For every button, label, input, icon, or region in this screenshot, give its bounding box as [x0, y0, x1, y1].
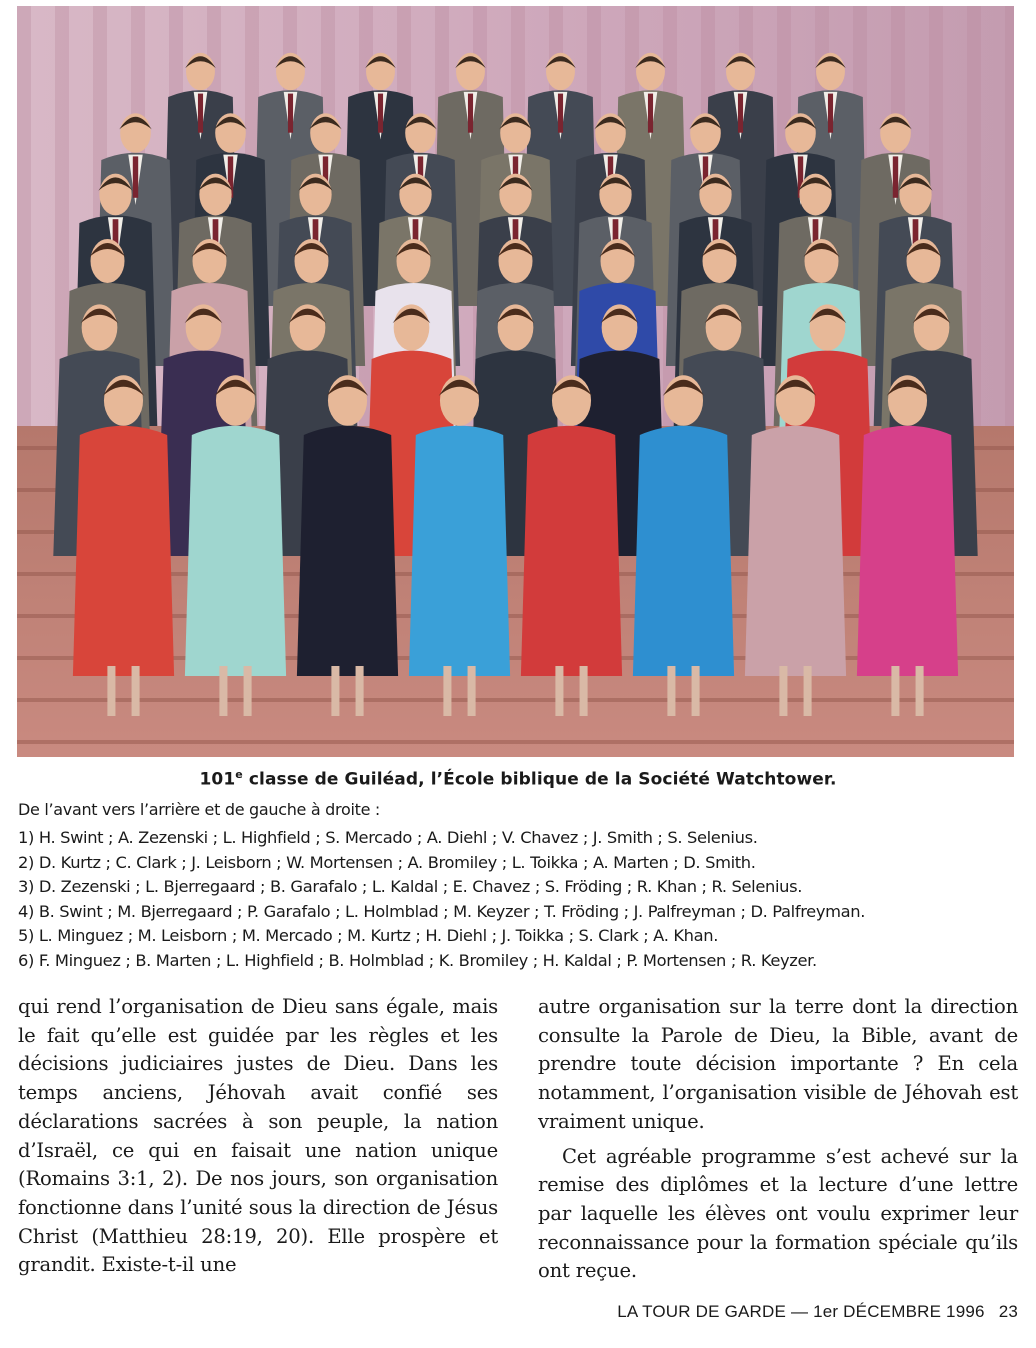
page-footer: [617, 1302, 1018, 1322]
article-paragraph: qui rend l’organisation de Dieu sans égale, mais le fait qu’elle est guidée par les règles et les décisions judiciaires justes de Dieu. Dans les temps anciens, Jéhovah avait confié ses déclarations sacrées à son peuple, la nation d’Israël, ce qui en faisait une nation unique (Romains 3:1, 2). De nos jours, son organisation fonctionne dans l’unité sous la direction de Jésus Christ (Matthieu 28:19, 20). Elle prospère et grandit. Existe-t-il une: [18, 995, 498, 1277]
publication-line: LA TOUR DE GARDE — 1er DÉCEMBRE 1996: [617, 1302, 985, 1321]
group-photo-illustration: [17, 6, 1014, 757]
article-paragraph: autre organisation sur la terre dont la direction consulte la Parole de Dieu, la Bible, avant de prendre toute décision importante ? En cela notamment, l’organisation visible de Jéhovah est vraiment unique.: [538, 995, 1018, 1133]
article-column-left: [18, 993, 498, 1280]
name-row-5: 5) L. Minguez ; M. Leisborn ; M. Mercado ; M. Kurtz ; H. Diehl ; J. Toikka ; S. Clark ; A. Khan.: [18, 926, 719, 946]
photo-caption-title: 101e classe de Guiléad, l’École biblique de la Société Watchtower.: [199, 768, 837, 790]
name-rows: [18, 826, 1018, 974]
name-row-1: 1) H. Swint ; A. Zezenski ; L. Highfield ; S. Mercado ; A. Diehl ; V. Chavez ; J. Smith ; S. Selenius.: [18, 828, 758, 847]
name-row-6: 6) F. Minguez ; B. Marten ; L. Highfield ; B. Holmblad ; K. Bromiley ; H. Kaldal ; P. Mortensen ; R. Keyzer.: [18, 950, 817, 970]
photo-caption-intro: De l’avant vers l’arrière et de gauche à droite :: [18, 800, 380, 819]
name-row-4: 4) B. Swint ; M. Bjerregaard ; P. Garafalo ; L. Holmblad ; M. Keyzer ; T. Fröding ; J. Palfreyman ; D. Palfreyman.: [18, 901, 866, 921]
name-row-3: 3) D. Zezenski ; L. Bjerregaard ; B. Garafalo ; L. Kaldal ; E. Chavez ; S. Fröding ; R. Khan ; R. Selenius.: [18, 877, 803, 897]
article-paragraph: Cet agréable programme s’est achevé sur la remise des diplômes et la lecture d’une lettre par laquelle les élèves ont voulu exprimer leur reconnaissance pour la formation spéciale qu’ils ont reçue.: [538, 1144, 1018, 1283]
article-column-right: [538, 993, 1018, 1286]
page-number: 23: [998, 1302, 1018, 1321]
name-row-2: 2) D. Kurtz ; C. Clark ; J. Leisborn ; W. Mortensen ; A. Bromiley ; L. Toikka ; A. Marten ; D. Smith.: [18, 852, 756, 872]
class-group-photo: [17, 6, 1014, 757]
